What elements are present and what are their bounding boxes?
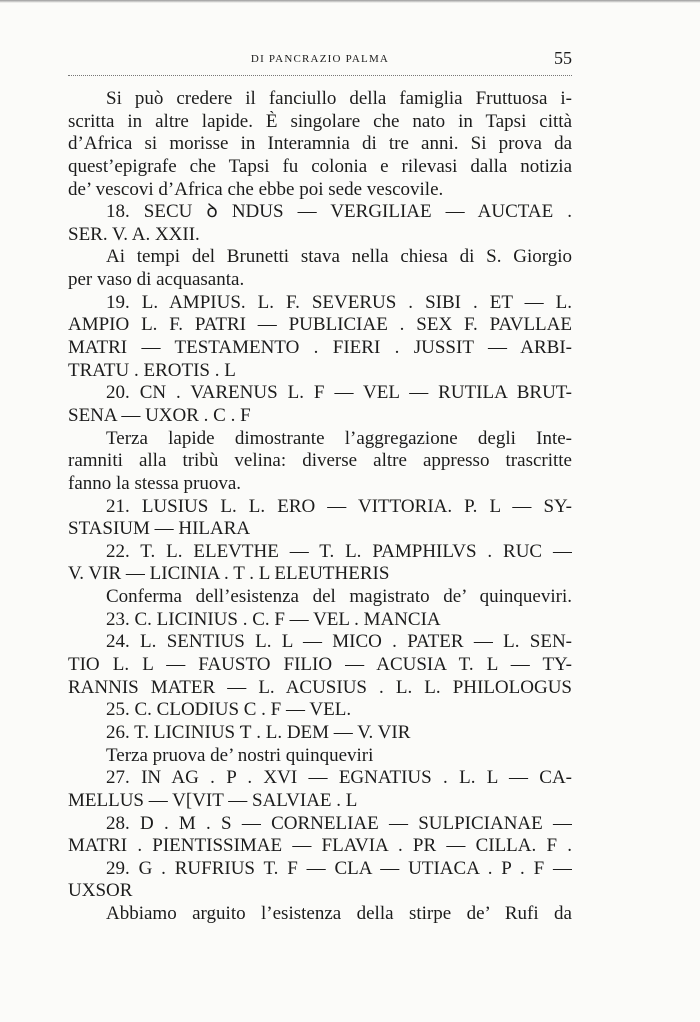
inscription-line: SENA — UXOR . C . F — [68, 404, 251, 426]
text-line: fanno la stessa pruova. — [68, 472, 242, 494]
inscription-line: 28. D . M . S — CORNELIAE — SULPICIANAE — — [106, 812, 572, 834]
inscription-line: TIO L. L — FAUSTO FILIO — ACUSIA T. L — TY- — [68, 654, 572, 676]
inscription-line: 21. LUSIUS L. L. ERO — VITTORIA. P. L — SY- — [106, 495, 572, 517]
inscription-line: 22. T. L. ELEVTHE — T. L. PAMPHILVS . RUC — — [106, 540, 572, 562]
text-line: Ai tempi del Brunetti stava nella chiesa di S. Giorgio — [106, 246, 572, 268]
inscription-line: 20. CN . VARENUS L. F — VEL — RUTILA BRUT- — [106, 382, 572, 404]
inscription-line: AMPIO L. F. PATRI — PUBLICIAE . SEX F. PAVLLAE — [68, 314, 572, 336]
text-line: Abbiamo arguito l’esistenza della stirpe de’ Rufi da — [106, 903, 572, 925]
inscription-line: 27. IN AG . P . XVI — EGNATIUS . L. L — CA- — [106, 767, 572, 789]
text-line: Terza lapide dimostrante l’aggregazione degli Inte- — [106, 427, 572, 449]
inscription-line: RANNIS MATER — L. ACUSIUS . L. L. PHILOLOGUS — [68, 676, 572, 698]
inscription-line: MELLUS — V[VIT — SALVIAE . L — [68, 789, 358, 811]
inscription-line: TRATU . EROTIS . L — [68, 359, 236, 381]
text-line: Conferma dell’esistenza del magistrato de’ quinqueviri. — [106, 586, 572, 608]
inscription-line: MATRI . PIENTISSIMAE — FLAVIA . PR — CILLA. F . — [68, 835, 572, 857]
text-line: Terza pruova de’ nostri quinqueviri — [106, 744, 374, 766]
inscription-line: SER. V. A. XXII. — [68, 223, 200, 245]
inscription-line: MATRI — TESTAMENTO . FIERI . JUSSIT — ARBI- — [68, 337, 572, 359]
page-number: 55 — [554, 48, 572, 68]
inscription-line: V. VIR — LICINIA . T . L ELEUƬHERIS — [68, 563, 390, 585]
text-line: ramniti alla tribù velina: diverse altre appresso trascritte — [68, 450, 572, 472]
text-line: d’Africa si morisse in Interamnia di tre anni. Si prova da — [68, 133, 572, 155]
inscription-line: 18. SECU ꝺ NDUS — VERGILIAE — AUCTAE . — [106, 201, 572, 223]
inscription-line: 26. T. LICINIUS Ƭ . L. DEM — V. VIR — [106, 721, 411, 743]
inscription-line: 19. L. AMPIUS. L. F. SEVERUS . SIBI . ET — L. — [106, 291, 572, 313]
scan-edge — [0, 0, 700, 3]
inscription-line: 25. C. CLODIUS C . F — VEL. — [106, 699, 352, 721]
header-rule — [68, 75, 572, 76]
body-text — [68, 88, 572, 926]
text-line: Si può credere il fanciullo della famiglia Fruttuosa i- — [106, 88, 572, 109]
inscription-line: 24. L. SENTIUS L. L — MICO . PATER — L. SEN- — [106, 631, 572, 653]
running-header — [68, 50, 572, 70]
inscription-line: 29. G . RUFRIUS T. F — CLA — UTIACA . P . F — — [106, 857, 572, 879]
inscription-line: UXSOR — [68, 880, 133, 902]
text-line: de’ vescovi d’Africa che ebbe poi sede vescovile. — [68, 178, 444, 200]
text-line: quest’epigrafe che Tapsi fu colonia e rilevasi dalla notizia — [68, 155, 572, 177]
text-line: per vaso di acquasanta. — [68, 269, 245, 291]
inscription-line: STASIUM — HILARA — [68, 518, 251, 540]
text-line: scritta in altre lapide. È singolare che nato in Tapsi città — [68, 110, 572, 132]
running-title: DI PANCRAZIO PALMA — [250, 53, 390, 65]
inscription-line: 23. C. LICINIUS . C. F — VEL . MANCIA — [106, 608, 441, 630]
